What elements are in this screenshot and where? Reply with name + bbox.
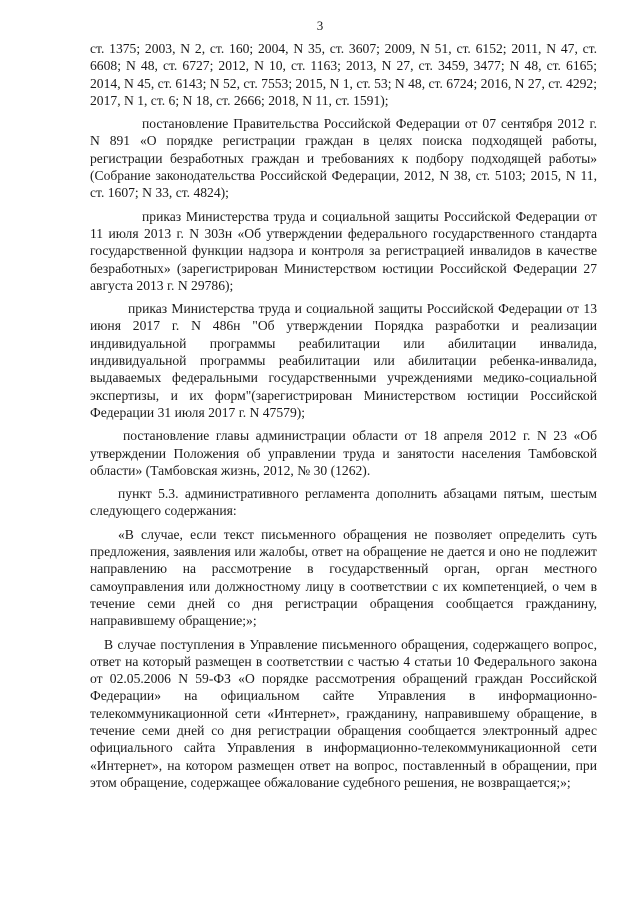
paragraph-amendment-fifth: «В случае, если текст письменного обращения не позволяет определить суть предложения, заявления или жалобы, ответ на обращение не дается и оно не подлежит направлению на рассмотрение в государственный орган, орган местного самоуправления или должностному лицу в соответствии с их компетенцией, о чем в течение семи дней со дня регистрации обращения сообщается гражданину, направившему обращение;»; [90,526,597,629]
paragraph-ministry-order-303n: приказ Министерства труда и социальной защиты Российской Федерации от 11 июля 2013 г. N 303н «Об утверждении федерального государственного стандарта государственной функции надзора и контроля за регистрацией инвалидов в качестве безработных» (зарегистрирован Министерством юстиции Российской Федерации 27 августа 2013 г. N 29786); [90,208,597,293]
paragraph-regional-resolution: постановление главы администрации области от 18 апреля 2012 г. N 23 «Об утверждении Положения об управлении труда и занятости населения Тамбовской области» (Тамбовская жизнь, 2012, № 30 (1262). [90,428,597,478]
paragraph-legal-citations: ст. 1375; 2003, N 2, ст. 160; 2004, N 35, ст. 3607; 2009, N 51, ст. 6152; 2011, N 47, ст. 6608; N 48, ст. 6727; 2012, N 10, ст. 1163; 2013, N 27, ст. 3459, 3477; N 48, ст. 6165; 2014, N 45, ст. 6143; N 52, ст. 7553; 2015, N 1, ст. 53; N 48, ст. 6724; 2016, N 27, ст. 4292; 2017, N 1, ст. 6; N 18, ст. 2666; 2018, N 11, ст. 1591); [90,41,597,108]
paragraph-government-resolution: постановление Правительства Российской Федерации от 07 сентября 2012 г. N 891 «О порядке регистрации граждан в целях поиска подходящей работы, регистрации безработных граждан и требованиях к подбору подходящей работы» (Собрание законодательства Российской Федерации, 2012, N 38, ст. 5103; 2015, N 11, ст. 1607; N 33, ст. 4824); [90,116,597,201]
paragraph-amendment-sixth: В случае поступления в Управление письменного обращения, содержащего вопрос, ответ на который размещен в соответствии с частью 4 статьи 10 Федерального закона от 02.05.2006 N 59-ФЗ «О порядке рассмотрения обращений граждан Российской Федерации» на официальном сайте Управления в информационно-телекоммуникационной сети «Интернет», гражданину, направившему обращение, в течение семи дней со дня регистрации обращения сообщается электронный адрес официального сайта Управления в информационно-телекоммуникационной сети «Интернет», на котором размещен ответ на вопрос, поставленный в обращении, при этом обращение, содержащее обжалование судебного решения, не возвращается;»; [90,636,597,790]
page-number: 3 [316,18,324,33]
document-body [90,40,597,791]
paragraph-amendment-intro: пункт 5.3. административного регламента дополнить абзацами пятым, шестым следующего содержания: [90,486,597,519]
paragraph-ministry-order-486n: приказ Министерства труда и социальной защиты Российской Федерации от 13 июня 2017 г. N 486н "Об утверждении Порядка разработки и реализации индивидуальной программы реабилитации или абилитации инвалида, индивидуальной программы реабилитации или абилитации ребенка-инвалида, выдаваемых федеральными государственными учреждениями медико-социальной экспертизы, и их форм"(зарегистрирован Министерством юстиции Российской Федерации 31 июля 2017 г. N 47579); [90,301,597,420]
